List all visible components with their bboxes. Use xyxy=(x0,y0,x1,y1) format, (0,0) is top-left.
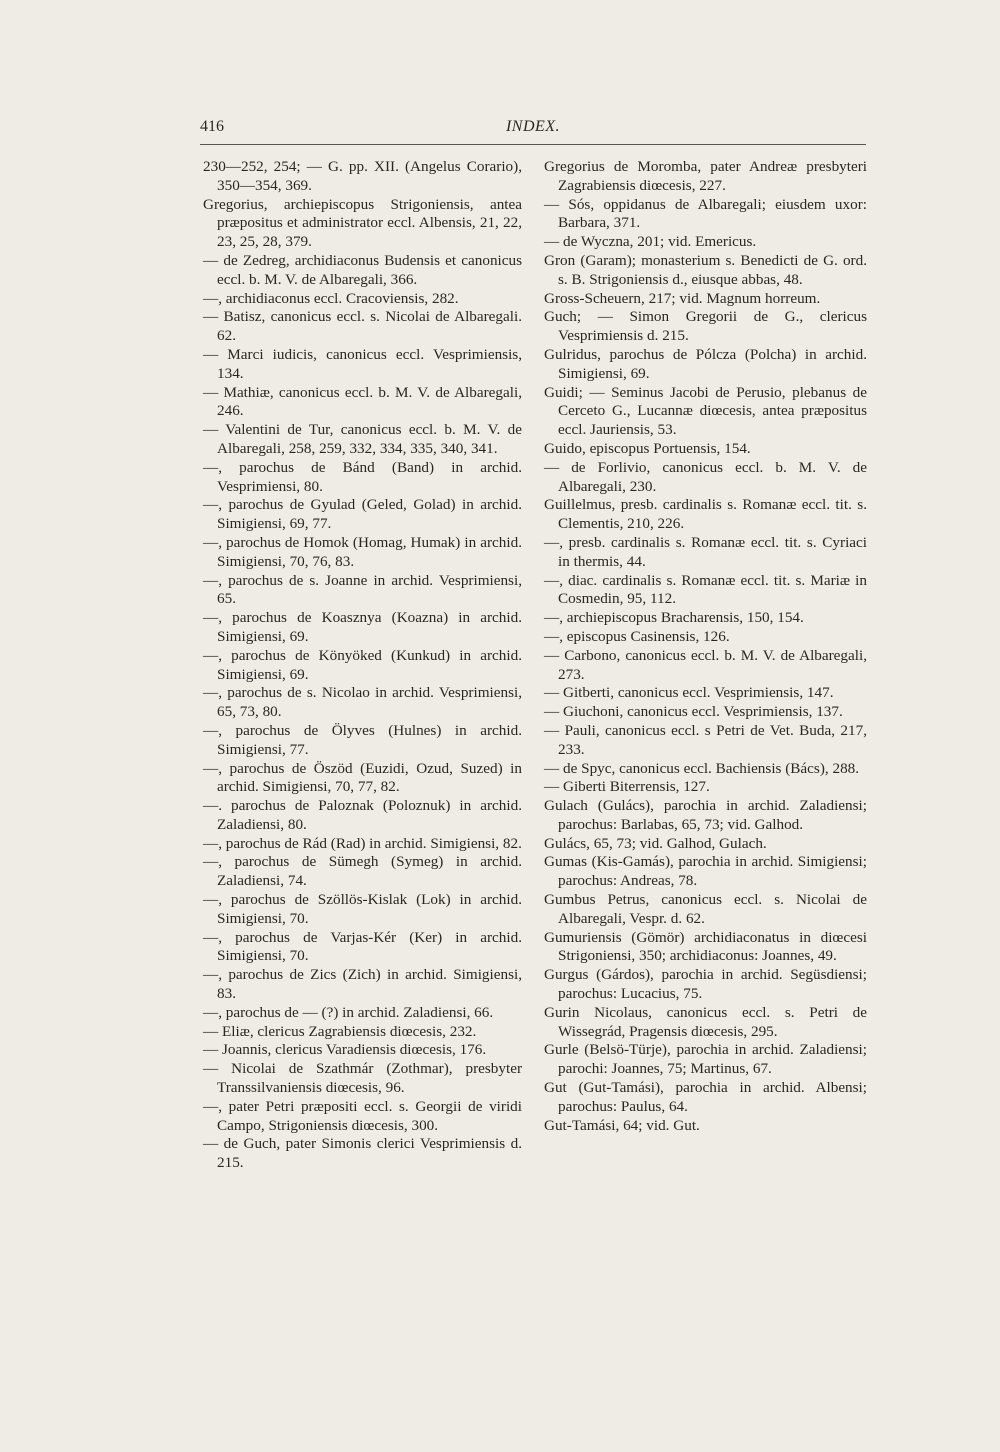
index-entry: —, parochus de s. Nicolao in archid. Vesprimiensi, 65, 73, 80. xyxy=(203,684,522,721)
index-entry: — Giuchoni, canonicus eccl. Vesprimiensis, 137. xyxy=(544,703,843,721)
index-entry: — Gitberti, canonicus eccl. Vesprimiensis, 147. xyxy=(544,684,834,702)
index-entry: — de Wyczna, 201; vid. Emericus. xyxy=(544,233,757,251)
index-entry: —, parochus de Öszöd (Euzidi, Ozud, Suzed) in archid. Simigiensi, 70, 77, 82. xyxy=(203,759,522,796)
index-entry: — Carbono, canonicus eccl. b. M. V. de Albaregali, 273. xyxy=(544,646,867,683)
index-entry: —, pater Petri præpositi eccl. s. Georgii de viridi Campo, Strigoniensis diœcesis, 300. xyxy=(203,1097,522,1134)
index-entry: —, presb. cardinalis s. Romanæ eccl. tit. s. Cyriaci in thermis, 44. xyxy=(544,533,867,570)
index-entry: Guido, episcopus Portuensis, 154. xyxy=(544,439,751,457)
index-entry: Guillelmus, presb. cardinalis s. Romanæ eccl. tit. s. Clementis, 210, 226. xyxy=(544,496,867,533)
index-entry: — Batisz, canonicus eccl. s. Nicolai de Albaregali. 62. xyxy=(203,308,522,345)
index-entry: Gumuriensis (Gömör) archidiaconatus in diœcesi Strigoniensi, 350; archidiaconus: Joannes, 49. xyxy=(544,928,867,965)
index-entry: —. parochus de Paloznak (Poloznuk) in archid. Zaladiensi, 80. xyxy=(203,797,522,833)
index-entry: —, parochus de Zics (Zich) in archid. Simigiensi, 83. xyxy=(203,966,522,1003)
index-entry: —, parochus de Gyulad (Geled, Golad) in archid. Simigiensi, 69, 77. xyxy=(203,496,522,533)
index-entry: —, archiepiscopus Bracharensis, 150, 154. xyxy=(544,609,804,627)
index-entry: Gumbus Petrus, canonicus eccl. s. Nicolai de Albaregali, Vespr. d. 62. xyxy=(544,891,867,927)
index-entry: — Nicolai de Szathmár (Zothmar), presbyter Transsilvaniensis diœcesis, 96. xyxy=(203,1060,522,1097)
index-entry: — Pauli, canonicus eccl. s Petri de Vet. Buda, 217, 233. xyxy=(544,721,867,758)
index-entry: — de Guch, pater Simonis clerici Vesprimiensis d. 215. xyxy=(203,1135,522,1172)
index-entry: —, parochus de Homok (Homag, Humak) in archid. Simigiensi, 70, 76, 83. xyxy=(203,533,522,570)
index-entry: Gregorius, archiepiscopus Strigoniensis, antea præpositus et administrator eccl. Albensis, 21, 22, 23, 25, 28, 379. xyxy=(203,195,522,251)
index-entry: Gut (Gut-Tamási), parochia in archid. Albensi; parochus: Paulus, 64. xyxy=(544,1079,867,1115)
left-column xyxy=(203,158,522,1173)
page-number: 416 xyxy=(200,118,224,135)
index-entry: — de Zedreg, archidiaconus Budensis et canonicus eccl. b. M. V. de Albaregali, 366. xyxy=(203,251,522,288)
index-entry: Guch; — Simon Gregorii de G., clericus Vesprimiensis d. 215. xyxy=(544,308,867,345)
index-entry: —, parochus de — (?) in archid. Zaladiensi, 66. xyxy=(203,1003,494,1021)
index-entry: Gurle (Belsö-Türje), parochia in archid. Zaladiensi; parochi: Joannes, 75; Martinus, 67. xyxy=(544,1041,867,1078)
index-entry: Gross-Scheuern, 217; vid. Magnum horreum. xyxy=(544,289,821,307)
index-entry: —, diac. cardinalis s. Romanæ eccl. tit. s. Mariæ in Cosmedin, 95, 112. xyxy=(544,571,867,608)
index-entry: — Joannis, clericus Varadiensis diœcesis, 176. xyxy=(203,1041,487,1059)
index-entry: Gregorius de Moromba, pater Andreæ presbyteri Zagrabiensis diœcesis, 227. xyxy=(544,158,867,194)
index-entry: —, archidiaconus eccl. Cracoviensis, 282. xyxy=(203,289,459,307)
index-entry: — Giberti Biterrensis, 127. xyxy=(544,778,710,796)
index-entry: — de Forlivio, canonicus eccl. b. M. V. de Albaregali, 230. xyxy=(544,458,867,495)
index-entry: —, parochus de Varjas-Kér (Ker) in archid. Simigiensi, 70. xyxy=(203,928,522,965)
index-entry: Gulács, 65, 73; vid. Galhod, Gulach. xyxy=(544,834,767,852)
index-entry: — Marci iudicis, canonicus eccl. Vesprimiensis, 134. xyxy=(203,345,522,382)
page-title: INDEX. xyxy=(505,118,561,135)
header-rule xyxy=(200,144,866,145)
index-entry: —, parochus de s. Joanne in archid. Vesprimiensi, 65. xyxy=(203,571,522,608)
running-header xyxy=(200,118,866,142)
index-entry: —, parochus de Rád (Rad) in archid. Simigiensi, 82. xyxy=(203,834,522,852)
index-entry: —, parochus de Koasznya (Koazna) in archid. Simigiensi, 69. xyxy=(203,609,522,645)
index-entry: — Sós, oppidanus de Albaregali; eiusdem uxor: Barbara, 371. xyxy=(544,195,867,232)
index-entry: —, parochus de Bánd (Band) in archid. Vesprimiensi, 80. xyxy=(203,458,522,495)
index-entry: Gumas (Kis-Gamás), parochia in archid. Simigiensi; parochus: Andreas, 78. xyxy=(544,853,867,890)
index-entry: Guidi; — Seminus Jacobi de Perusio, plebanus de Cerceto G., Lucannæ diœcesis, antea præpositus eccl. Jauriensis, 53. xyxy=(544,383,867,439)
index-entry: —, parochus de Szöllös-Kislak (Lok) in archid. Simigiensi, 70. xyxy=(203,891,522,927)
index-entry: —, episcopus Casinensis, 126. xyxy=(544,627,730,645)
index-entry: —, parochus de Sümegh (Symeg) in archid. Zaladiensi, 74. xyxy=(203,853,522,890)
index-entry: — Eliæ, clericus Zagrabiensis diœcesis, 232. xyxy=(203,1022,477,1040)
index-entry: Gron (Garam); monasterium s. Benedicti de G. ord. s. B. Strigoniensis d., eiusque abbas, 48. xyxy=(544,251,867,288)
index-entry: Gulridus, parochus de Pólcza (Polcha) in archid. Simigiensi, 69. xyxy=(544,345,867,382)
index-entry: — de Spyc, canonicus eccl. Bachiensis (Bács), 288. xyxy=(544,759,860,777)
index-entry: —, parochus de Könyöked (Kunkud) in archid. Simigiensi, 69. xyxy=(203,646,522,683)
index-entry: Gut-Tamási, 64; vid. Gut. xyxy=(544,1116,700,1134)
index-entry: Gulach (Gulács), parochia in archid. Zaladiensi; parochus: Barlabas, 65, 73; vid. Galhod. xyxy=(544,797,867,833)
index-entry: 230—252, 254; — G. pp. XII. (Angelus Corario), 350—354, 369. xyxy=(203,158,522,194)
index-entry: Gurin Nicolaus, canonicus eccl. s. Petri de Wissegrád, Pragensis diœcesis, 295. xyxy=(544,1003,867,1040)
index-entry: — Mathiæ, canonicus eccl. b. M. V. de Albaregali, 246. xyxy=(203,383,522,420)
index-entry: — Valentini de Tur, canonicus eccl. b. M. V. de Albaregali, 258, 259, 332, 334, 335, 340, 341. xyxy=(203,421,522,457)
right-column xyxy=(544,158,867,1135)
index-entry: Gurgus (Gárdos), parochia in archid. Següsdiensi; parochus: Lucacius, 75. xyxy=(544,966,867,1003)
index-entry: —, parochus de Ölyves (Hulnes) in archid. Simigiensi, 77. xyxy=(203,721,522,758)
